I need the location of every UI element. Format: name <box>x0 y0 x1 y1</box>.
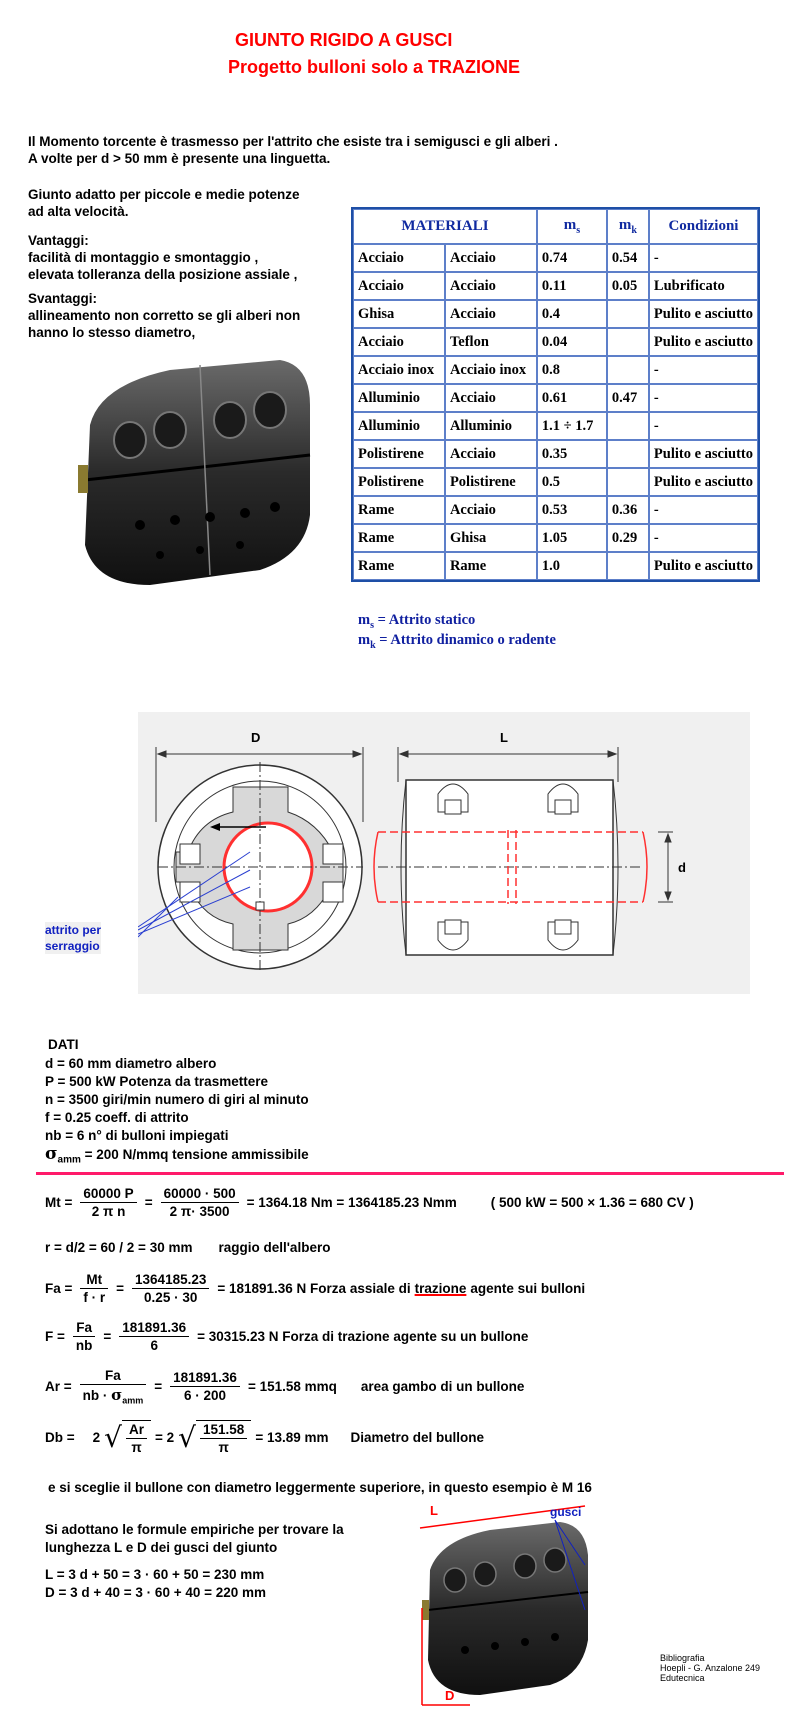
table-cell: Rame <box>353 496 445 524</box>
bolt-choice-text: e si sceglie il bullone con diametro leggermente superiore, in questo esempio è M 16 <box>48 1480 592 1495</box>
dim-d-label: d <box>678 860 686 875</box>
table-row <box>353 244 758 272</box>
vantaggi-line: facilità di montaggio e smontaggio , <box>28 250 259 265</box>
empirical-intro <box>45 1521 344 1557</box>
table-cell: 0.35 <box>537 440 607 468</box>
table-cell: Alluminio <box>353 412 445 440</box>
table-cell <box>607 412 649 440</box>
header-materiali: MATERIALI <box>353 209 537 244</box>
table-cell: 1.05 <box>537 524 607 552</box>
svantaggi-line: hanno lo stesso diametro, <box>28 325 196 340</box>
table-cell: 0.29 <box>607 524 649 552</box>
dim-L-label: L <box>500 730 508 745</box>
table-cell: Acciaio <box>445 272 537 300</box>
table-cell: 0.61 <box>537 384 607 412</box>
table-cell <box>607 552 649 580</box>
biblio-line: Hoepli - G. Anzalone 249 <box>660 1663 761 1673</box>
table-cell: Polistirene <box>353 440 445 468</box>
table-header-row <box>353 209 758 244</box>
formula-ar: Ar = $\frac{Fa}{nb \cdot \sigma_{amm}}$ = $\frac{181891.36}{6 \cdot 200}$ = 151.58 mmq area gambo di un bullone <box>45 1368 525 1406</box>
table-cell: Acciaio inox <box>445 356 537 384</box>
technical-drawing <box>138 712 750 994</box>
table-cell: Ghisa <box>353 300 445 328</box>
header-ms: $m_s$ <box>537 209 607 244</box>
table-cell: Acciaio <box>353 244 445 272</box>
table-cell: Alluminio <box>353 384 445 412</box>
table-cell: Acciaio <box>445 244 537 272</box>
svantaggi-title: Svantaggi: <box>28 291 98 306</box>
table-cell: 0.36 <box>607 496 649 524</box>
dim-D-label: D <box>251 730 261 745</box>
table-cell: Ghisa <box>445 524 537 552</box>
empirical-formulas <box>45 1566 266 1602</box>
coupling-photo <box>60 345 320 590</box>
table-cell: Rame <box>445 552 537 580</box>
table-cell: 0.4 <box>537 300 607 328</box>
table-cell <box>607 356 649 384</box>
table-cell: 0.5 <box>537 468 607 496</box>
table-cell <box>607 300 649 328</box>
table-cell: Alluminio <box>445 412 537 440</box>
formula-fa: Fa = $\frac{Mt}{f \cdot r}$ = $\frac{1364185.23}{0.25 \cdot 30}$ = 181891.36 N Forza assiale di trazione agente sui bulloni <box>45 1272 586 1305</box>
table-row <box>353 412 758 440</box>
table-cell: 1.1 ÷ 1.7 <box>537 412 607 440</box>
formula-r: r = d/2 = 60 / 2 = 30 mm raggio dell'albero <box>45 1240 331 1255</box>
svantaggi-block <box>28 290 300 341</box>
page-title: GIUNTO RIGIDO A GUSCI <box>235 30 453 50</box>
table-row <box>353 468 758 496</box>
bibliography <box>660 1653 760 1683</box>
table-cell: Rame <box>353 524 445 552</box>
table-row <box>353 552 758 580</box>
materials-table <box>351 207 760 582</box>
formula-mt: Mt = $\frac{60000 P}{\text{2 π n}}$ = $\frac{60000 \cdot 500}{2 \pi\cdot 3500}$ = 1364.18 Nm = 1364185.23 Nmm ( 500 kW = 500 × 1.36 = 680 CV ) <box>45 1186 694 1219</box>
intro-line: A volte per d > 50 mm è presente una linguetta. <box>28 151 331 166</box>
attrito-line: attrito per <box>45 923 102 937</box>
gusci-label: gusci <box>550 1505 582 1519</box>
table-cell: 0.04 <box>537 328 607 356</box>
dati-line: n = 3500 giri/min numero di giri al minuto <box>45 1092 309 1107</box>
table-cell <box>607 440 649 468</box>
header-mk: $m_k$ <box>607 209 649 244</box>
table-cell: 0.11 <box>537 272 607 300</box>
table-cell: 0.47 <box>607 384 649 412</box>
vantaggi-line: elevata tolleranza della posizione assiale , <box>28 267 298 282</box>
formula-L: L = 3 d + 50 = 3 · 60 + 50 = 230 mm <box>45 1567 265 1582</box>
table-cell: 0.54 <box>607 244 649 272</box>
header-condizioni: Condizioni <box>649 209 758 244</box>
dati-block <box>48 1036 79 1056</box>
table-cell: Polistirene <box>445 468 537 496</box>
table-cell: Acciaio <box>445 440 537 468</box>
table-cell: - <box>649 524 758 552</box>
table-row <box>353 440 758 468</box>
table-cell <box>607 468 649 496</box>
empirical-line: lunghezza L e D dei gusci del giunto <box>45 1540 278 1555</box>
table-cell: Acciaio inox <box>353 356 445 384</box>
formula-db: Db = 2 √ $\frac{Ar}{\pi}$ = 2 √ $\frac{151.58}{\pi}$ = 13.89 mm Diametro del bullone <box>45 1420 485 1455</box>
table-cell: 0.8 <box>537 356 607 384</box>
intro-text <box>28 133 558 167</box>
table-row <box>353 328 758 356</box>
table-cell: Pulito e asciutto <box>649 552 758 580</box>
intro-line: ad alta velocità. <box>28 204 129 219</box>
photo-L-label: L <box>430 1503 438 1518</box>
table-cell: Rame <box>353 552 445 580</box>
table-cell: Pulito e asciutto <box>649 440 758 468</box>
drawing-svg <box>138 712 750 994</box>
table-row <box>353 356 758 384</box>
dati-line: $\sigma_{amm} = 200$ N/mmq tensione ammissibile <box>45 1144 309 1166</box>
table-cell: 0.05 <box>607 272 649 300</box>
attrito-line: serraggio <box>45 939 100 953</box>
dati-list <box>45 1055 309 1170</box>
table-cell: 0.53 <box>537 496 607 524</box>
page-subtitle: Progetto bulloni solo a TRAZIONE <box>228 57 520 77</box>
vantaggi-title: Vantaggi: <box>28 233 89 248</box>
table-cell: Acciaio <box>445 496 537 524</box>
vantaggi-block <box>28 232 297 283</box>
dati-line: d = 60 mm diametro albero <box>45 1056 217 1071</box>
biblio-line: Bibliografia <box>660 1653 705 1663</box>
table-cell: - <box>649 496 758 524</box>
table-cell: Acciaio <box>445 384 537 412</box>
table-cell: - <box>649 384 758 412</box>
table-cell: Pulito e asciutto <box>649 328 758 356</box>
intro-line: Giunto adatto per piccole e medie potenze <box>28 187 300 202</box>
description-text <box>28 186 300 220</box>
svantaggi-line: allineamento non corretto se gli alberi non <box>28 308 301 323</box>
table-cell: Acciaio <box>353 272 445 300</box>
empirical-line: Si adottano le formule empiriche per trovare la <box>45 1522 344 1537</box>
table-cell: Acciaio <box>445 300 537 328</box>
dati-line: P = 500 kW Potenza da trasmettere <box>45 1074 268 1089</box>
table-cell: Polistirene <box>353 468 445 496</box>
formula-f: F = $\frac{Fa}{nb}$ = $\frac{181891.36}{6}$ = 30315.23 N Forza di trazione agente su un bullone <box>45 1320 529 1353</box>
table-row <box>353 384 758 412</box>
table-row <box>353 524 758 552</box>
dati-line: f = 0.25 coeff. di attrito <box>45 1110 189 1125</box>
table-cell: Teflon <box>445 328 537 356</box>
table-cell: - <box>649 244 758 272</box>
dati-line: nb = 6 n° di bulloni impiegati <box>45 1128 229 1143</box>
dati-title: DATI <box>48 1037 79 1052</box>
attrito-label <box>45 922 101 954</box>
table-cell: - <box>649 356 758 384</box>
table-cell: Lubrificato <box>649 272 758 300</box>
table-cell: Pulito e asciutto <box>649 468 758 496</box>
table-cell: - <box>649 412 758 440</box>
biblio-line: Edutecnica <box>660 1673 705 1683</box>
coupling-photo-annotated <box>410 1500 660 1715</box>
legend-ms: $m_s$ = Attrito statico <box>358 612 476 631</box>
table-cell: 1.0 <box>537 552 607 580</box>
legend-mk: $m_k$ = Attrito dinamico o radente <box>358 632 556 651</box>
table-cell: Acciaio <box>353 328 445 356</box>
table-row <box>353 300 758 328</box>
separator-line <box>36 1172 784 1175</box>
table-row <box>353 496 758 524</box>
intro-line: Il Momento torcente è trasmesso per l'attrito che esiste tra i semigusci e gli alberi . <box>28 134 558 149</box>
table-cell: 0.74 <box>537 244 607 272</box>
photo-D-label: D <box>445 1688 455 1703</box>
table-cell <box>607 328 649 356</box>
formula-D: D = 3 d + 40 = 3 · 60 + 40 = 220 mm <box>45 1585 267 1600</box>
table-cell: Pulito e asciutto <box>649 300 758 328</box>
table-row <box>353 272 758 300</box>
